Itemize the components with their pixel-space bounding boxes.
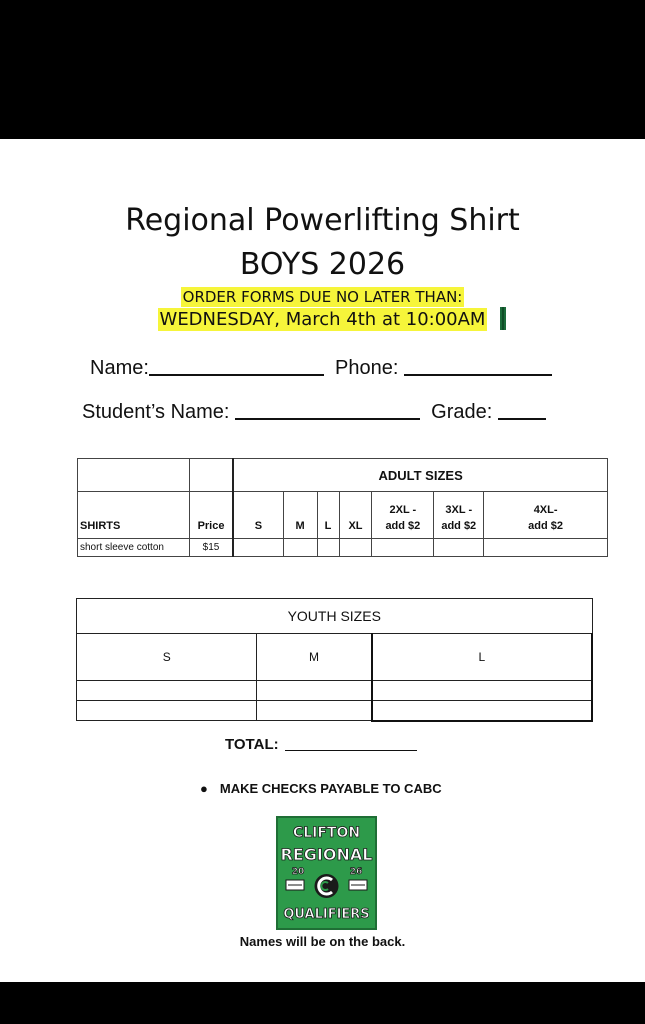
- top-black-bar: [0, 0, 645, 139]
- logo-line1: CLIFTON: [292, 825, 361, 841]
- header-empty-cell: [78, 459, 190, 492]
- qty-m-cell[interactable]: [283, 539, 317, 557]
- size-xl-header: XL: [339, 492, 372, 539]
- qty-xl-cell[interactable]: [339, 539, 372, 557]
- form-title: Regional Powerlifting Shirt: [125, 203, 520, 238]
- price-column-header: Price: [189, 492, 233, 539]
- qty-l-cell[interactable]: [317, 539, 339, 557]
- item-price-cell: $15: [189, 539, 233, 557]
- youth-sizes-header: YOUTH SIZES: [77, 599, 593, 634]
- phone-field[interactable]: [404, 356, 552, 376]
- due-date-notice-line2: WEDNESDAY, March 4th at 10:00AM: [159, 309, 486, 330]
- bottom-black-bar: [0, 982, 645, 1024]
- youth-qty-m-cell[interactable]: [257, 681, 372, 701]
- grade-label: Grade:: [431, 401, 498, 423]
- youth-qty-m-cell[interactable]: [257, 701, 372, 721]
- phone-label: Phone:: [335, 357, 404, 379]
- logo-year-left: 20: [291, 867, 305, 877]
- total-label: TOTAL:: [225, 736, 279, 753]
- item-name-cell: short sleeve cotton: [78, 539, 190, 557]
- text-cursor-icon: [500, 307, 506, 330]
- size-s-header: S: [233, 492, 283, 539]
- shirts-column-header: SHIRTS: [78, 492, 190, 539]
- total-field[interactable]: [285, 737, 417, 751]
- size-2xl-header: 2XL - add $2: [372, 492, 434, 539]
- grade-field[interactable]: [498, 400, 546, 420]
- youth-size-s-header: S: [77, 634, 257, 681]
- youth-size-m-header: M: [257, 634, 372, 681]
- student-name-label: Student’s Name:: [82, 401, 236, 423]
- form-subtitle: BOYS 2026: [239, 247, 406, 282]
- qty-4xl-cell[interactable]: [484, 539, 608, 557]
- name-label: Name:: [90, 357, 149, 379]
- youth-size-l-header: L: [372, 634, 592, 681]
- logo-line2: REGIONAL: [280, 845, 373, 864]
- adult-sizes-table: [77, 458, 608, 557]
- size-3xl-header: 3XL - add $2: [434, 492, 484, 539]
- youth-sizes-table: [76, 598, 593, 722]
- qty-2xl-cell[interactable]: [372, 539, 434, 557]
- adult-sizes-header: ADULT SIZES: [233, 459, 607, 492]
- student-grade-row: [82, 400, 546, 424]
- name-phone-row: [90, 356, 552, 380]
- bullet-icon: ●: [200, 781, 208, 796]
- youth-qty-l-cell[interactable]: [372, 701, 592, 721]
- cc-emblem-icon: [315, 874, 339, 898]
- barbell-left-icon: [286, 880, 304, 890]
- clifton-regional-qualifiers-logo: [276, 816, 377, 930]
- qty-3xl-cell[interactable]: [434, 539, 484, 557]
- size-m-header: M: [283, 492, 317, 539]
- header-empty-cell: [189, 459, 233, 492]
- student-name-field[interactable]: [235, 400, 420, 420]
- qty-s-cell[interactable]: [233, 539, 283, 557]
- names-on-back-note: Names will be on the back.: [239, 934, 406, 949]
- barbell-right-icon: [349, 880, 367, 890]
- checks-note: ● MAKE CHECKS PAYABLE TO CABC: [200, 781, 442, 796]
- logo-year-right: 26: [349, 867, 363, 877]
- youth-qty-s-cell[interactable]: [77, 701, 257, 721]
- size-l-header: L: [317, 492, 339, 539]
- due-date-notice-line1: ORDER FORMS DUE NO LATER THAN:: [182, 288, 463, 306]
- youth-qty-l-cell[interactable]: [372, 681, 592, 701]
- name-field[interactable]: [149, 356, 324, 376]
- logo-line3: QUALIFIERS: [283, 907, 370, 922]
- total-row: [225, 736, 417, 753]
- size-4xl-header: 4XL- add $2: [484, 492, 608, 539]
- youth-qty-s-cell[interactable]: [77, 681, 257, 701]
